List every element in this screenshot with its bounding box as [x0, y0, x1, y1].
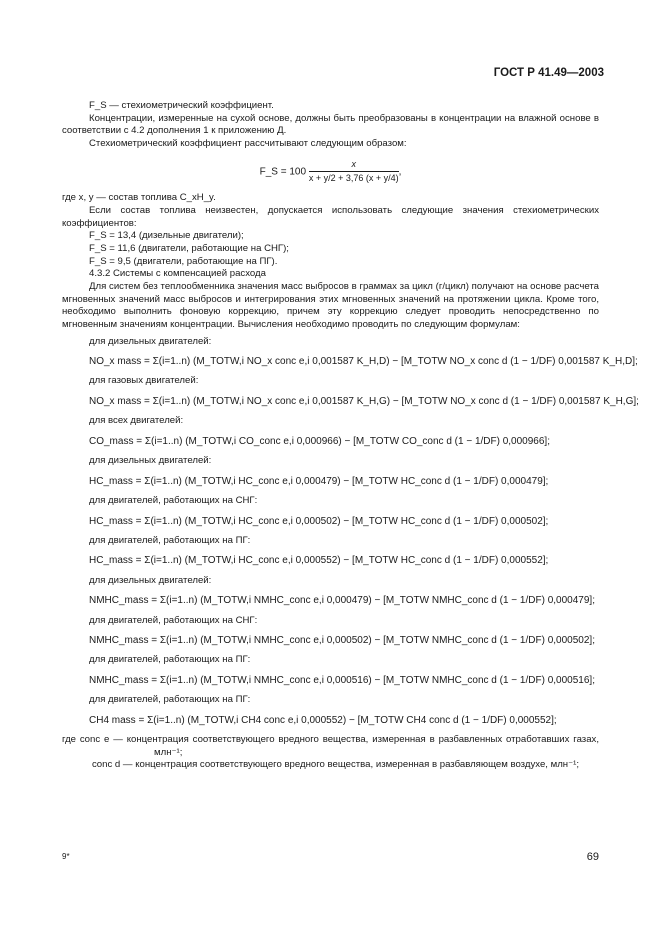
fs-numerator: x	[309, 159, 399, 172]
formula-ch4-ng: CH4 mass = Σ(i=1..n) (M_TOTW,i CH4 conc e,i 0,000552) − [M_TOTW CH4 conc d (1 − 1/DF) 0,000552];	[89, 714, 557, 726]
fs-fraction	[309, 159, 399, 185]
formula-label: для двигателей, работающих на СНГ:	[89, 614, 258, 626]
formula-label: для дизельных двигателей:	[89, 455, 212, 467]
fs-formula: F_S = 100 $\frac{x}{x + y/2 + 3,76 (x + y/4)}$ ,	[259, 158, 402, 183]
formula-label: для двигателей, работающих на СНГ:	[89, 494, 258, 506]
fs-definition: F_S — стехиометрический коэффициент.	[89, 100, 274, 111]
formula-hc-lpg: HC_mass = Σ(i=1..n) (M_TOTW,i HC_conc e,i 0,000502) − [M_TOTW HC_conc d (1 − 1/DF) 0,000502];	[89, 515, 549, 527]
paragraph-flow-compensation: Для систем без теплообменника значения масс выбросов в граммах за цикл (г/цикл) получают на основе расчета мгновенных значений масс выбросов и интегрирования этих мгновенных значений на протяжении цикла. Кроме того, необходимо выполнить фоновую коррекцию, причем эту коррекцию следует проводить непосредственно по мгновенным значениям концентрации. Вычисления необходимо проводить по следующим формулам:	[62, 280, 599, 330]
document-body	[62, 100, 639, 772]
fs-denominator: x + y/2 + 3,76 (x + y/4)	[308, 172, 399, 183]
paragraph-stoich-intro: Стехиометрический коэффициент рассчитывают следующим образом:	[89, 137, 407, 149]
signature-mark: 9*	[62, 852, 70, 861]
fs-value-ng: F_S = 9,5 (двигатели, работающие на ПГ).	[89, 255, 278, 267]
definition-conc-e: где conc e — концентрация соответствующего вредного вещества, измеренная в разбавленных отработавших газах, млн⁻¹;	[62, 734, 599, 758]
fs-value-lpg: F_S = 11,6 (двигатели, работающие на СНГ);	[89, 243, 289, 254]
standard-header: ГОСТ Р 41.49—2003	[493, 67, 604, 79]
formula-hc-diesel: HC_mass = Σ(i=1..n) (M_TOTW,i HC_conc e,i 0,000479) − [M_TOTW HC_conc d (1 − 1/DF) 0,000479];	[89, 475, 549, 487]
paragraph-dry-wet: Концентрации, измеренные на сухой основе, должны быть преобразованы в концентрации на влажной основе в соответствии с 4.2 дополнения 1 к приложению Д.	[62, 112, 599, 137]
section-heading: 4.3.2 Системы с компенсацией расхода	[89, 268, 266, 280]
formula-nmhc-ng: NMHC_mass = Σ(i=1..n) (M_TOTW,i NMHC_conc e,i 0,000516) − [M_TOTW NMHC_conc d (1 − 1/DF) 0,000516];	[89, 675, 595, 686]
formula-label: для дизельных двигателей:	[89, 335, 212, 347]
formula-label: для двигателей, работающих на ПГ:	[89, 534, 251, 546]
formula-list	[62, 335, 639, 727]
formula-hc-ng: HC_mass = Σ(i=1..n) (M_TOTW,i HC_conc e,i 0,000552) − [M_TOTW HC_conc d (1 − 1/DF) 0,000552];	[89, 555, 549, 567]
fs-formula-left: F_S = 100	[259, 166, 307, 178]
formula-label: для двигателей, работающих на ПГ:	[89, 654, 251, 666]
page-number: 69	[586, 851, 599, 863]
formula-nmhc-lpg: NMHC_mass = Σ(i=1..n) (M_TOTW,i NMHC_conc e,i 0,000502) − [M_TOTW NMHC_conc d (1 − 1/DF) 0,000502];	[89, 635, 595, 647]
formula-label: для двигателей, работающих на ПГ:	[89, 694, 251, 706]
formula-co-all: CO_mass = Σ(i=1..n) (M_TOTW,i CO_conc e,i 0,000966) − [M_TOTW CO_conc d (1 − 1/DF) 0,000966];	[89, 435, 550, 447]
fs-value-diesel: F_S = 13,4 (дизельные двигатели);	[89, 230, 244, 242]
definition-conc-d: conc d — концентрация соответствующего вредного вещества, измеренная в разбавляющем воздухе, млн⁻¹;	[92, 759, 580, 771]
formula-label: для дизельных двигателей:	[89, 574, 212, 586]
formula-label: для газовых двигателей:	[89, 375, 199, 387]
xy-definition: где x, y — состав топлива C_xH_y.	[62, 192, 216, 204]
paragraph-unknown-fuel: Если состав топлива неизвестен, допускается использовать следующие значения стехиометрических коэффициентов:	[62, 205, 599, 229]
formula-label: для всех двигателей:	[89, 415, 184, 427]
formula-nox-diesel: NO_x mass = Σ(i=1..n) (M_TOTW,i NO_x conc e,i 0,001587 K_H,D) − [M_TOTW NO_x conc d (1 − 1/DF) 0,001587 K_H,D];	[89, 356, 638, 368]
formula-nox-gas: NO_x mass = Σ(i=1..n) (M_TOTW,i NO_x conc e,i 0,001587 K_H,G) − [M_TOTW NO_x conc d (1 − 1/DF) 0,001587 K_H,G];	[89, 396, 639, 408]
formula-nmhc-diesel: NMHC_mass = Σ(i=1..n) (M_TOTW,i NMHC_conc e,i 0,000479) − [M_TOTW NMHC_conc d (1 − 1/DF) 0,000479];	[89, 595, 595, 607]
